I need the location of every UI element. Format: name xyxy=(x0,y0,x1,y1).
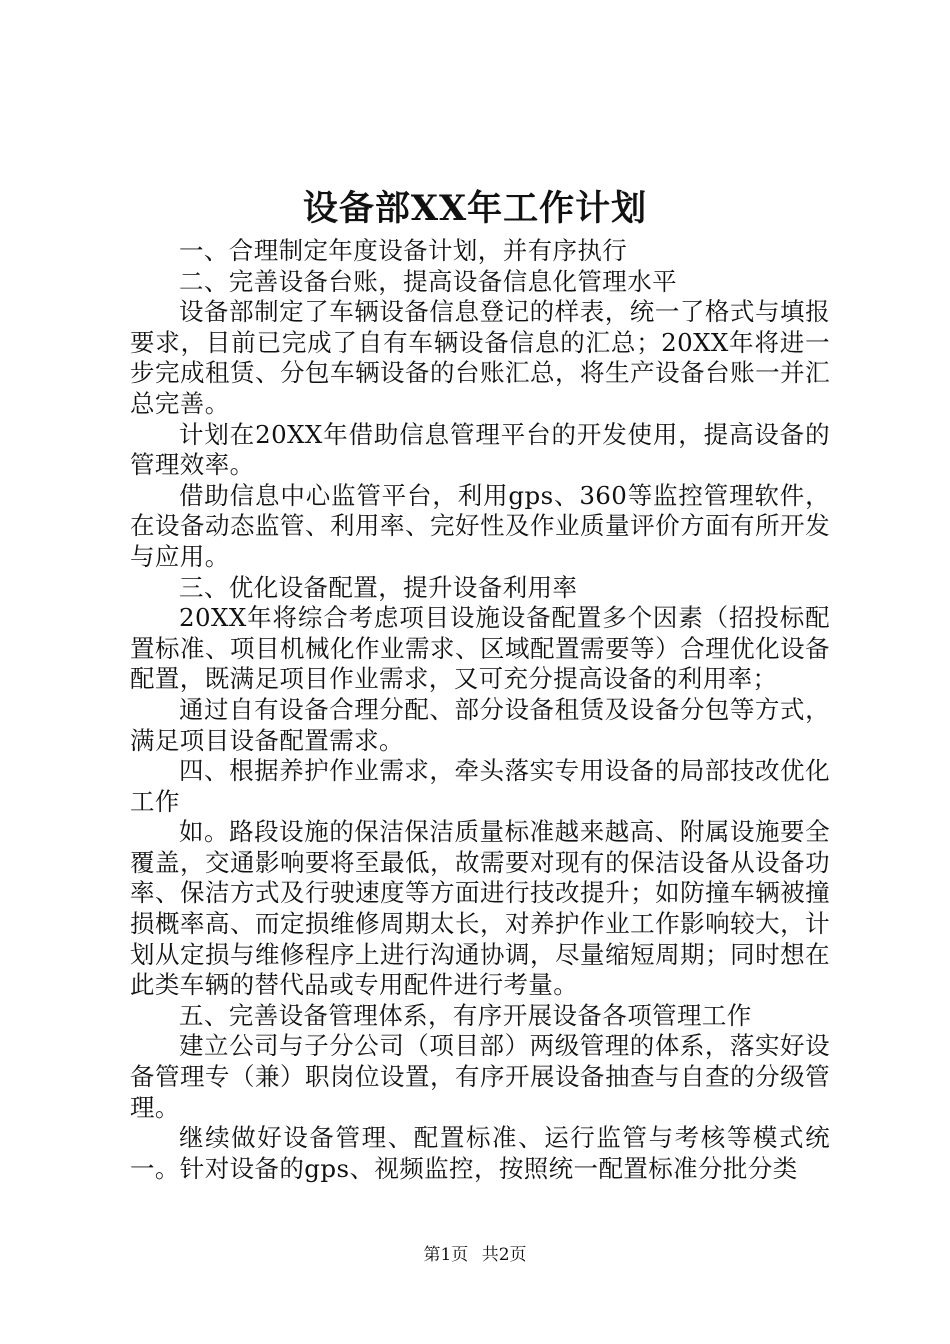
paragraph: 设备部制定了车辆设备信息登记的样表，统一了格式与填报要求，目前已完成了自有车辆设备信息的汇总；20XX年将进一步完成租赁、分包车辆设备的台账汇总，将生产设备台账一并汇总完善。 xyxy=(130,297,830,418)
paragraph: 借助信息中心监管平台，利用gps、360等监控管理软件，在设备动态监管、利用率、完好性及作业质量评价方面有所开发与应用。 xyxy=(130,480,830,571)
page-footer xyxy=(0,1244,950,1266)
paragraph: 建立公司与子分公司（项目部）两级管理的体系，落实好设备管理专（兼）职岗位设置，有序开展设备抽查与自查的分级管理。 xyxy=(130,1031,830,1122)
paragraph: 计划在20XX年借助信息管理平台的开发使用，提高设备的管理效率。 xyxy=(130,419,830,480)
page-number-current: 第1页 xyxy=(423,1245,469,1265)
paragraph: 一、合理制定年度设备计划，并有序执行 xyxy=(179,236,628,265)
paragraph: 五、完善设备管理体系，有序开展设备各项管理工作 xyxy=(179,1000,752,1030)
page-number-total: 共2页 xyxy=(481,1245,527,1265)
paragraph: 二、完善设备台账，提高设备信息化管理水平 xyxy=(179,266,677,296)
paragraph: 20XX年将综合考虑项目设施设备配置多个因素（招投标配置标准、项目机械化作业需求、区域配置需要等）合理优化设备配置，既满足项目作业需求，又可充分提高设备的利用率； xyxy=(130,603,830,694)
paragraph: 继续做好设备管理、配置标准、运行监管与考核等模式统一。针对设备的gps、视频监控，按照统一配置标准分批分类 xyxy=(130,1123,830,1183)
paragraph: 如。路段设施的保洁保洁质量标准越来越高、附属设施要全覆盖，交通影响要将至最低，故需要对现有的保洁设备从设备功率、保洁方式及行驶速度等方面进行技改提升；如防撞车辆被撞损概率高、而定损维修周期太长，对养护作业工作影响较大，计划从定损与维修程序上进行沟通协调，尽量缩短周期；同时想在此类车辆的替代品或专用配件进行考量。 xyxy=(130,817,830,1000)
paragraph: 三、优化设备配置，提升设备利用率 xyxy=(179,572,578,602)
document-title: 设备部XX年工作计划 xyxy=(302,188,648,229)
paragraph: 四、根据养护作业需求，牵头落实专用设备的局部技改优化工作 xyxy=(130,756,830,816)
document-body xyxy=(130,236,830,1184)
paragraph: 通过自有设备合理分配、部分设备租赁及设备分包等方式，满足项目设备配置需求。 xyxy=(130,694,830,755)
